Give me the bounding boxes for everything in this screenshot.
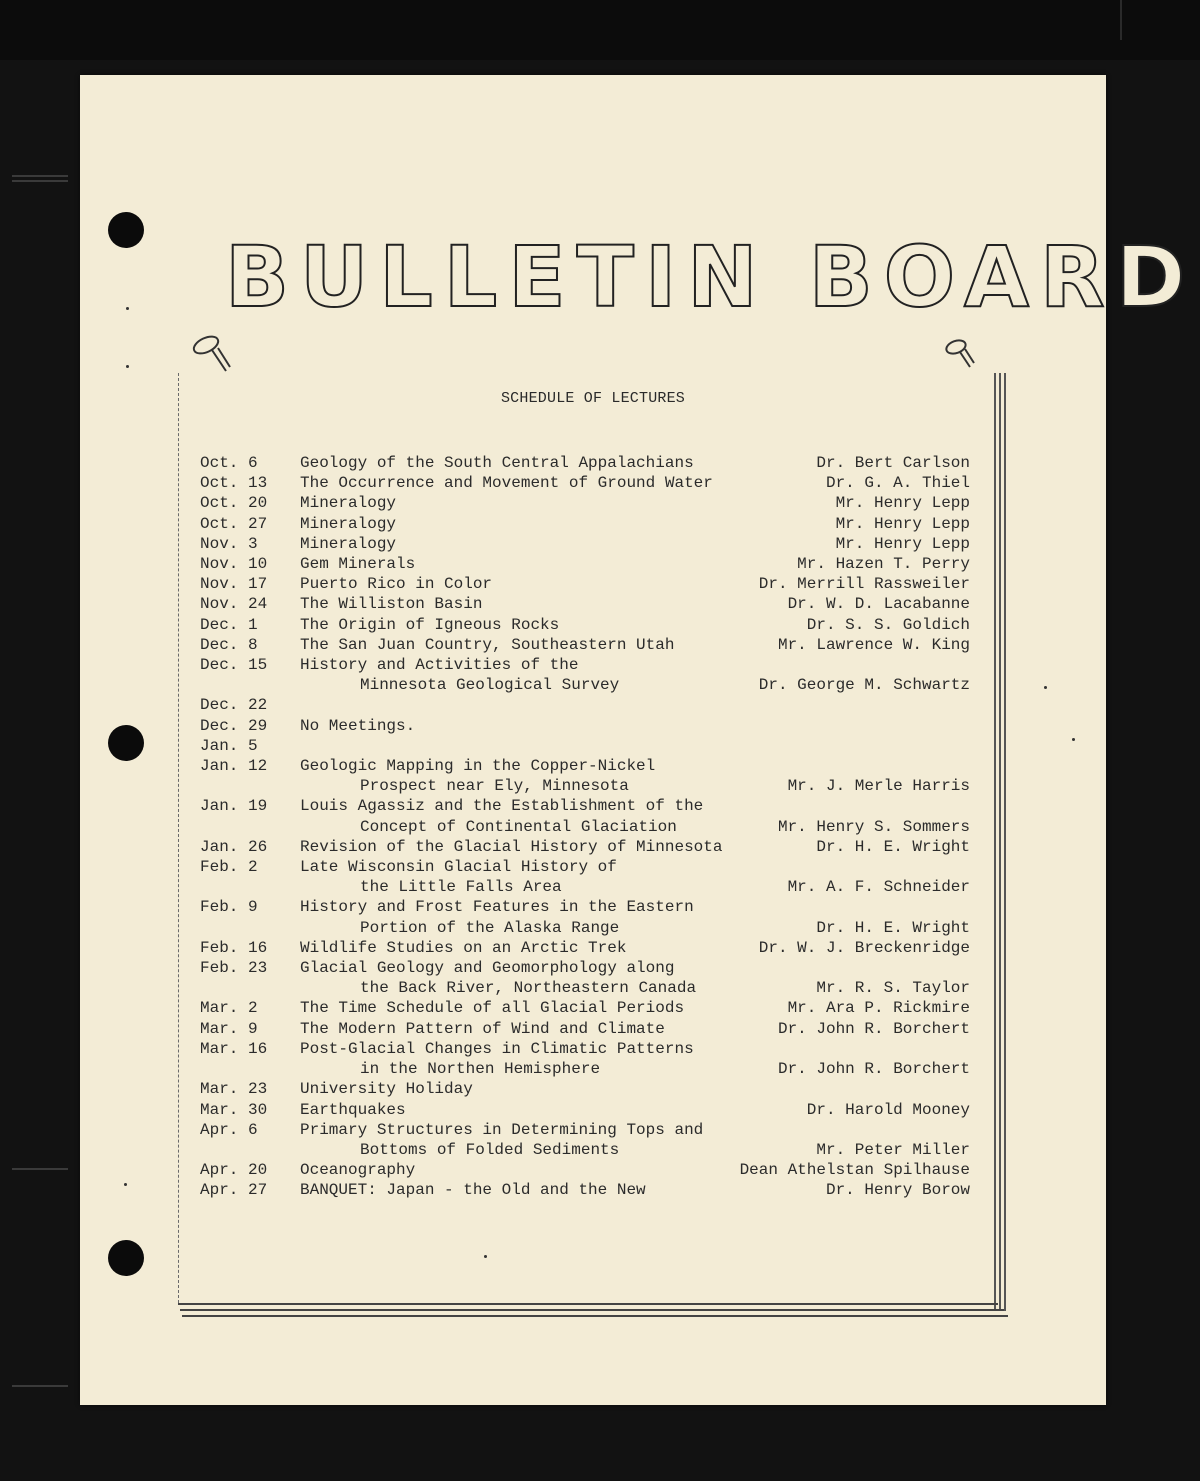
lecture-line [300,554,970,574]
lecture-speaker: Mr. Ara P. Rickmire [787,999,970,1018]
lecture-line [300,493,970,513]
lecture-topic: The Occurrence and Movement of Ground Water [300,474,713,493]
lecture-date: Dec. 22 [200,696,268,715]
lecture-speaker: Dr. John R. Borchert [777,1060,970,1079]
lecture-date: Mar. 2 [200,999,258,1018]
lecture-line [300,615,970,635]
board-edge [1004,373,1006,1311]
lecture-speaker: Mr. Henry Lepp [835,514,970,533]
board-edge [999,373,1001,1311]
lecture-date: Jan. 5 [200,736,258,755]
lecture-topic: University Holiday [300,1080,473,1099]
lecture-speaker: Mr. A. F. Schneider [787,878,970,897]
lecture-date: Mar. 16 [200,1039,268,1058]
lecture-speaker: Mr. Henry Lepp [835,494,970,513]
lecture-line [300,776,970,796]
lecture-topic: Minnesota Geological Survey [360,676,620,695]
lecture-topic: Portion of the Alaska Range [360,918,620,937]
board-edge [182,1315,1008,1317]
lecture-topic: Puerto Rico in Color [300,575,493,594]
lecture-line [300,998,970,1018]
lecture-details [300,736,970,756]
lecture-date: Dec. 29 [200,716,268,735]
lecture-entry [200,938,970,958]
lecture-line [300,796,970,816]
lecture-speaker: Dr. H. E. Wright [816,837,970,856]
lecture-date: Jan. 19 [200,797,268,816]
lecture-topic: Geologic Mapping in the Copper-Nickel [300,757,656,776]
lecture-topic: The Modern Pattern of Wind and Climate [300,1019,665,1038]
lecture-details [300,534,970,554]
lecture-details [300,695,970,715]
lecture-date: Jan. 26 [200,837,268,856]
board-edge [178,1303,998,1305]
lecture-speaker: Dr. Henry Borow [825,1181,970,1200]
lecture-list [200,453,970,1201]
lecture-date: Nov. 24 [200,595,268,614]
lecture-date: Mar. 9 [200,1019,258,1038]
lecture-line [300,716,970,736]
lecture-date: Mar. 30 [200,1100,268,1119]
lecture-speaker: Dr. W. D. Lacabanne [787,595,970,614]
lecture-line [300,877,970,897]
lecture-speaker: Dr. H. E. Wright [816,918,970,937]
lecture-line [300,938,970,958]
lecture-topic: Glacial Geology and Geomorphology along [300,959,675,978]
lecture-topic: No Meetings. [300,716,416,735]
binder-edge [1120,0,1122,40]
lecture-details [300,1079,970,1099]
lecture-line [300,453,970,473]
lecture-entry [200,756,970,796]
speck [126,307,129,310]
lecture-topic: The Williston Basin [300,595,483,614]
lecture-topic: Mineralogy [300,534,397,553]
lecture-speaker: Dr. S. S. Goldich [806,615,970,634]
lecture-line [300,635,970,655]
lecture-details [300,998,970,1018]
lecture-date: Dec. 15 [200,656,268,675]
lecture-topic: in the Northen Hemisphere [360,1060,601,1079]
lecture-details [300,574,970,594]
lecture-entry [200,1180,970,1200]
lecture-entry [200,1079,970,1099]
lecture-speaker: Mr. J. Merle Harris [787,777,970,796]
lecture-speaker: Mr. Peter Miller [816,1140,970,1159]
lecture-date: Nov. 10 [200,555,268,574]
lecture-speaker: Dr. John R. Borchert [777,1019,970,1038]
lecture-date: Feb. 2 [200,858,258,877]
lecture-speaker: Dr. Merrill Rassweiler [758,575,970,594]
lecture-entry [200,615,970,635]
lecture-details [300,615,970,635]
lecture-speaker: Dean Athelstan Spilhause [739,1161,970,1180]
lecture-line [300,1160,970,1180]
lecture-details [300,1160,970,1180]
lecture-line [300,1019,970,1039]
schedule-heading: SCHEDULE OF LECTURES [500,390,686,407]
lecture-topic: Earthquakes [300,1100,406,1119]
lecture-date: Nov. 17 [200,575,268,594]
edge-mark [12,175,68,177]
lecture-line [300,514,970,534]
lecture-entry [200,493,970,513]
lecture-line [300,958,970,978]
lecture-details [300,655,970,695]
lecture-entry [200,857,970,897]
lecture-entry [200,453,970,473]
lecture-speaker: Mr. Henry Lepp [835,534,970,553]
lecture-topic: Wildlife Studies on an Arctic Trek [300,938,627,957]
lecture-entry [200,534,970,554]
lecture-details [300,1039,970,1079]
lecture-entry [200,473,970,493]
lecture-entry [200,1160,970,1180]
lecture-topic: Gem Minerals [300,555,416,574]
lecture-topic: Concept of Continental Glaciation [360,817,677,836]
lecture-entry [200,695,970,715]
lecture-topic: History and Frost Features in the Eastern [300,898,694,917]
lecture-topic: The San Juan Country, Southeastern Utah [300,635,675,654]
lecture-line [300,978,970,998]
lecture-date: Feb. 9 [200,898,258,917]
lecture-date: Oct. 6 [200,454,258,472]
lecture-line [300,1039,970,1059]
lecture-entry [200,594,970,614]
lecture-date: Oct. 13 [200,474,268,493]
lecture-line [300,655,970,675]
lecture-date: Dec. 1 [200,615,258,634]
board-edge [180,1309,1004,1311]
punch-hole [108,725,144,761]
lecture-line [300,1100,970,1120]
lecture-speaker: Dr. G. A. Thiel [825,474,970,493]
board-edge [994,373,996,1311]
speck [1072,738,1075,741]
lecture-line [300,837,970,857]
lecture-date: Mar. 23 [200,1080,268,1099]
speck [1044,686,1047,689]
lecture-entry [200,635,970,655]
lecture-details [300,493,970,513]
edge-mark [12,1168,68,1170]
lecture-line [300,756,970,776]
page-title: BULLETIN BOARD [225,228,1197,326]
lecture-date: Jan. 12 [200,757,268,776]
bulletin-page [80,75,1197,1405]
lecture-date: Feb. 16 [200,938,268,957]
lecture-date: Apr. 20 [200,1161,268,1180]
lecture-details [300,857,970,897]
lecture-speaker: Mr. R. S. Taylor [816,979,970,998]
lecture-topic: Geology of the South Central Appalachians [300,454,694,472]
lecture-topic: Primary Structures in Determining Tops and [300,1120,704,1139]
lecture-date: Apr. 6 [200,1120,258,1139]
lecture-details [300,796,970,836]
lecture-details [300,1180,970,1200]
lecture-details [300,897,970,937]
lecture-entry [200,796,970,836]
lecture-line [300,1059,970,1079]
speck [126,365,129,368]
lecture-line [300,534,970,554]
lecture-line [300,574,970,594]
speck [124,1183,127,1186]
lecture-speaker: Mr. Lawrence W. King [777,635,970,654]
lecture-line [300,1120,970,1140]
lecture-details [300,716,970,736]
lecture-entry [200,1039,970,1079]
lecture-topic: the Back River, Northeastern Canada [360,979,697,998]
thumbtack-icon [190,333,240,377]
lecture-details [300,554,970,574]
lecture-speaker: Dr. Harold Mooney [806,1100,970,1119]
lecture-date: Oct. 27 [200,514,268,533]
lecture-topic: the Little Falls Area [360,878,562,897]
lecture-topic: BANQUET: Japan - the Old and the New [300,1181,646,1200]
lecture-details [300,1019,970,1039]
punch-hole [108,212,144,248]
lecture-entry [200,1120,970,1160]
lecture-details [300,635,970,655]
lecture-entry [200,1019,970,1039]
thumbtack-icon [940,337,980,373]
lecture-speaker: Dr. George M. Schwartz [758,676,970,695]
lecture-speaker: Dr. Bert Carlson [816,454,970,472]
lecture-topic: Bottoms of Folded Sediments [360,1140,620,1159]
lecture-date: Oct. 20 [200,494,268,513]
lecture-line [300,594,970,614]
lecture-speaker: Mr. Hazen T. Perry [797,555,970,574]
lecture-entry [200,998,970,1018]
lecture-line [300,473,970,493]
lecture-entry [200,655,970,695]
lecture-topic: Post-Glacial Changes in Climatic Patterns [300,1039,694,1058]
lecture-entry [200,554,970,574]
lecture-line [300,1079,970,1099]
edge-mark [12,180,68,182]
lecture-entry [200,837,970,857]
lecture-topic: Revision of the Glacial History of Minnesota [300,837,723,856]
lecture-topic: The Time Schedule of all Glacial Periods [300,999,685,1018]
lecture-topic: Mineralogy [300,494,397,513]
lecture-line [300,817,970,837]
lecture-entry [200,1100,970,1120]
lecture-topic: The Origin of Igneous Rocks [300,615,560,634]
lecture-topic: Prospect near Ely, Minnesota [360,777,629,796]
lecture-date: Dec. 8 [200,635,258,654]
lecture-entry [200,897,970,937]
lecture-date: Nov. 3 [200,534,258,553]
lecture-line [300,897,970,917]
lecture-details [300,594,970,614]
lecture-topic: History and Activities of the [300,656,579,675]
punch-hole [108,1240,144,1276]
lecture-entry [200,574,970,594]
lecture-details [300,1120,970,1160]
lecture-details [300,453,970,473]
lecture-entry [200,958,970,998]
lecture-speaker: Mr. Henry S. Sommers [777,817,970,836]
lecture-topic: Late Wisconsin Glacial History of [300,858,617,877]
lecture-entry [200,514,970,534]
lecture-topic: Oceanography [300,1161,416,1180]
lecture-line [300,1140,970,1160]
lecture-details [300,756,970,796]
lecture-entry [200,736,970,756]
lecture-line [300,1180,970,1200]
lecture-entry [200,716,970,736]
lecture-topic: Louis Agassiz and the Establishment of the [300,797,704,816]
lecture-details [300,938,970,958]
lecture-line [300,857,970,877]
lecture-date: Feb. 23 [200,959,268,978]
lecture-date: Apr. 27 [200,1181,268,1200]
lecture-details [300,514,970,534]
lecture-details [300,473,970,493]
lecture-details [300,1100,970,1120]
lecture-details [300,958,970,998]
lecture-speaker: Dr. W. J. Breckenridge [758,938,970,957]
edge-mark [12,1385,68,1387]
lecture-topic: Mineralogy [300,514,397,533]
lecture-line [300,675,970,695]
lecture-line [300,918,970,938]
lecture-details [300,837,970,857]
background-top [0,0,1200,60]
